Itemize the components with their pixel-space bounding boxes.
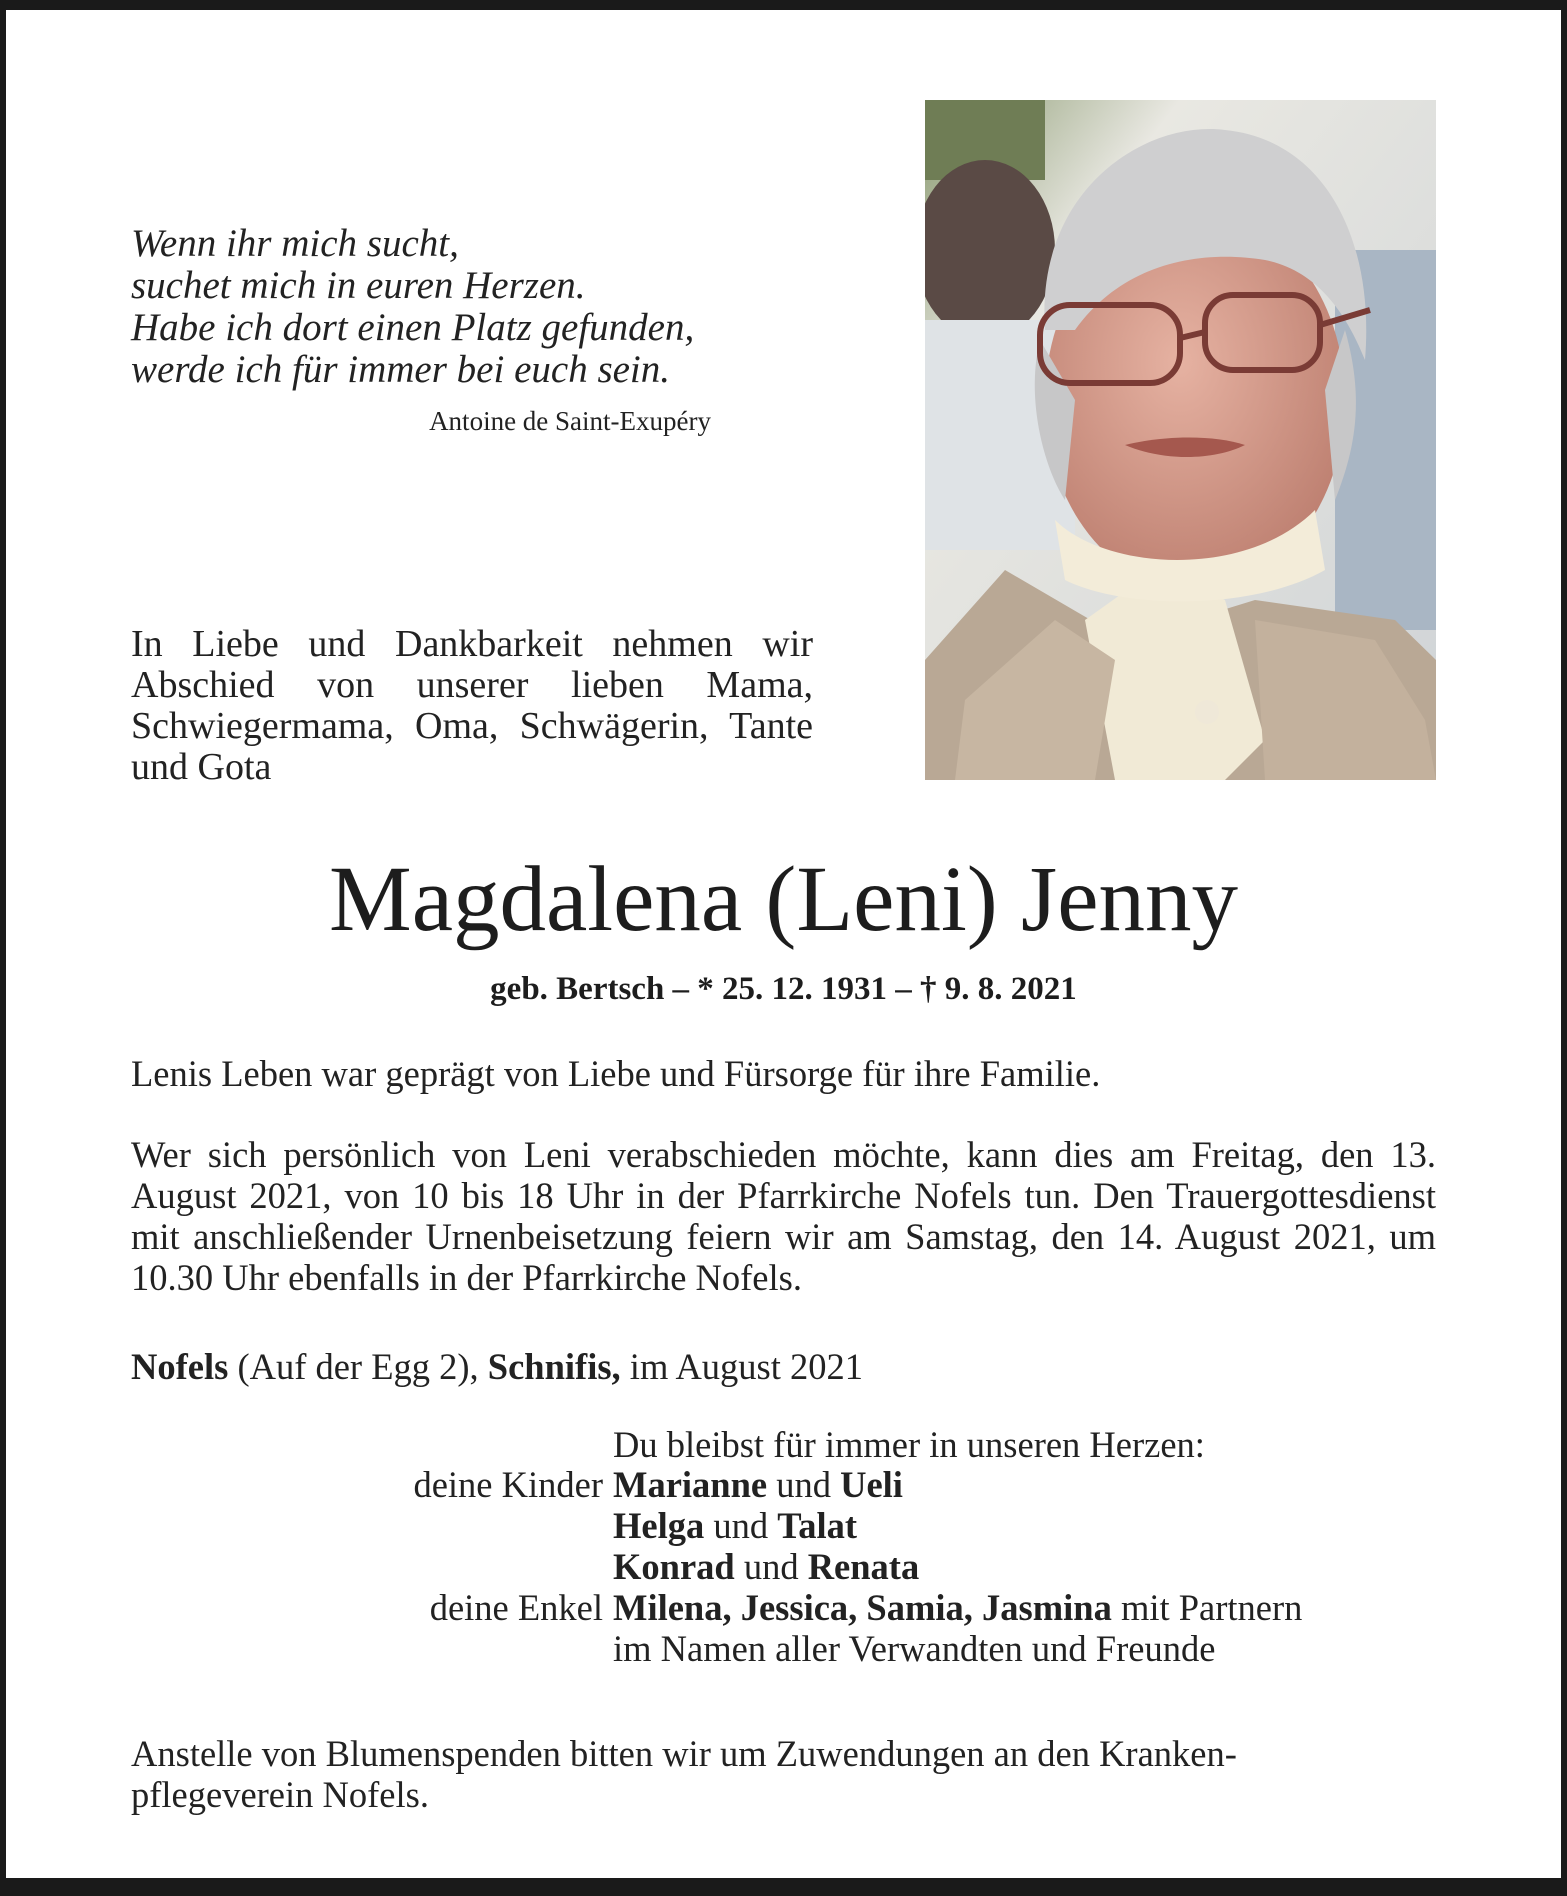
- quote-line: suchet mich in euren Herzen.: [131, 264, 586, 307]
- partner-name: Ueli: [840, 1464, 903, 1505]
- portrait-illustration: [925, 100, 1436, 780]
- quote-line: werde ich für immer bei euch sein.: [131, 348, 671, 391]
- und-text: und: [734, 1546, 808, 1587]
- und-text: und: [704, 1505, 778, 1546]
- service-details: Wer sich persönlich von Leni verabschieden möchte, kann dies am Freitag, den 13. August 2021, von 10 bis 18 Uhr in der Pfarrkirche Nofels tun. Den Trauergottesdienst mit anschließender Urnenbeisetzung feiern wir am Samstag, den 14. August 2021, um 10.30 Uhr ebenfalls in der Pfarrkirche Nofels.: [131, 1134, 1436, 1298]
- partner-name: Renata: [807, 1546, 920, 1587]
- partner-name: Talat: [777, 1505, 858, 1546]
- child-name: Marianne: [613, 1464, 768, 1505]
- place-and-date: [131, 1346, 1436, 1387]
- intro-text: In Liebe und Dankbarkeit nehmen wir Abschied von unserer lieben Mama, Schwiegermama, Oma, Schwägerin, Tante und Gota: [131, 623, 813, 788]
- place-schnifis: Schnifis,: [487, 1346, 621, 1387]
- date-text: im August 2021: [620, 1346, 864, 1387]
- with-partners: mit Partnern: [1111, 1587, 1303, 1628]
- birth-death-dates: geb. Bertsch – * 25. 12. 1931 – † 9. 8. 2021: [490, 971, 1077, 1007]
- donation-line: Anstelle von Blumenspenden bitten wir um Zuwendungen an den Kranken-: [131, 1733, 1237, 1774]
- kinder-label: deine Kinder: [413, 1464, 603, 1505]
- enkel-label: deine Enkel: [429, 1587, 603, 1628]
- donation-line: pflegeverein Nofels.: [131, 1774, 429, 1815]
- deceased-name: Magdalena (Leni) Jenny: [329, 848, 1238, 951]
- child-name: Konrad: [613, 1546, 735, 1587]
- address: (Auf der Egg 2),: [228, 1346, 488, 1387]
- und-text: und: [767, 1464, 841, 1505]
- portrait-photo: [925, 100, 1436, 780]
- place-nofels: Nofels: [131, 1346, 229, 1387]
- donation-note: [131, 1733, 1436, 1815]
- memorial-quote: [131, 223, 751, 391]
- quote-author: Antoine de Saint-Exupéry: [429, 406, 711, 436]
- grandchildren-names: Milena, Jessica, Samia, Jasmina: [613, 1587, 1112, 1628]
- quote-line: Wenn ihr mich sucht,: [131, 222, 459, 265]
- child-name: Helga: [613, 1505, 705, 1546]
- obituary-page: [6, 10, 1561, 1878]
- quote-line: Habe ich dort einen Platz gefunden,: [131, 306, 695, 349]
- signature-header: Du bleibst für immer in unseren Herzen:: [613, 1424, 1205, 1465]
- life-paragraph: Lenis Leben war geprägt von Liebe und Fürsorge für ihre Familie.: [131, 1053, 1101, 1094]
- family-line: im Namen aller Verwandten und Freunde: [613, 1628, 1216, 1669]
